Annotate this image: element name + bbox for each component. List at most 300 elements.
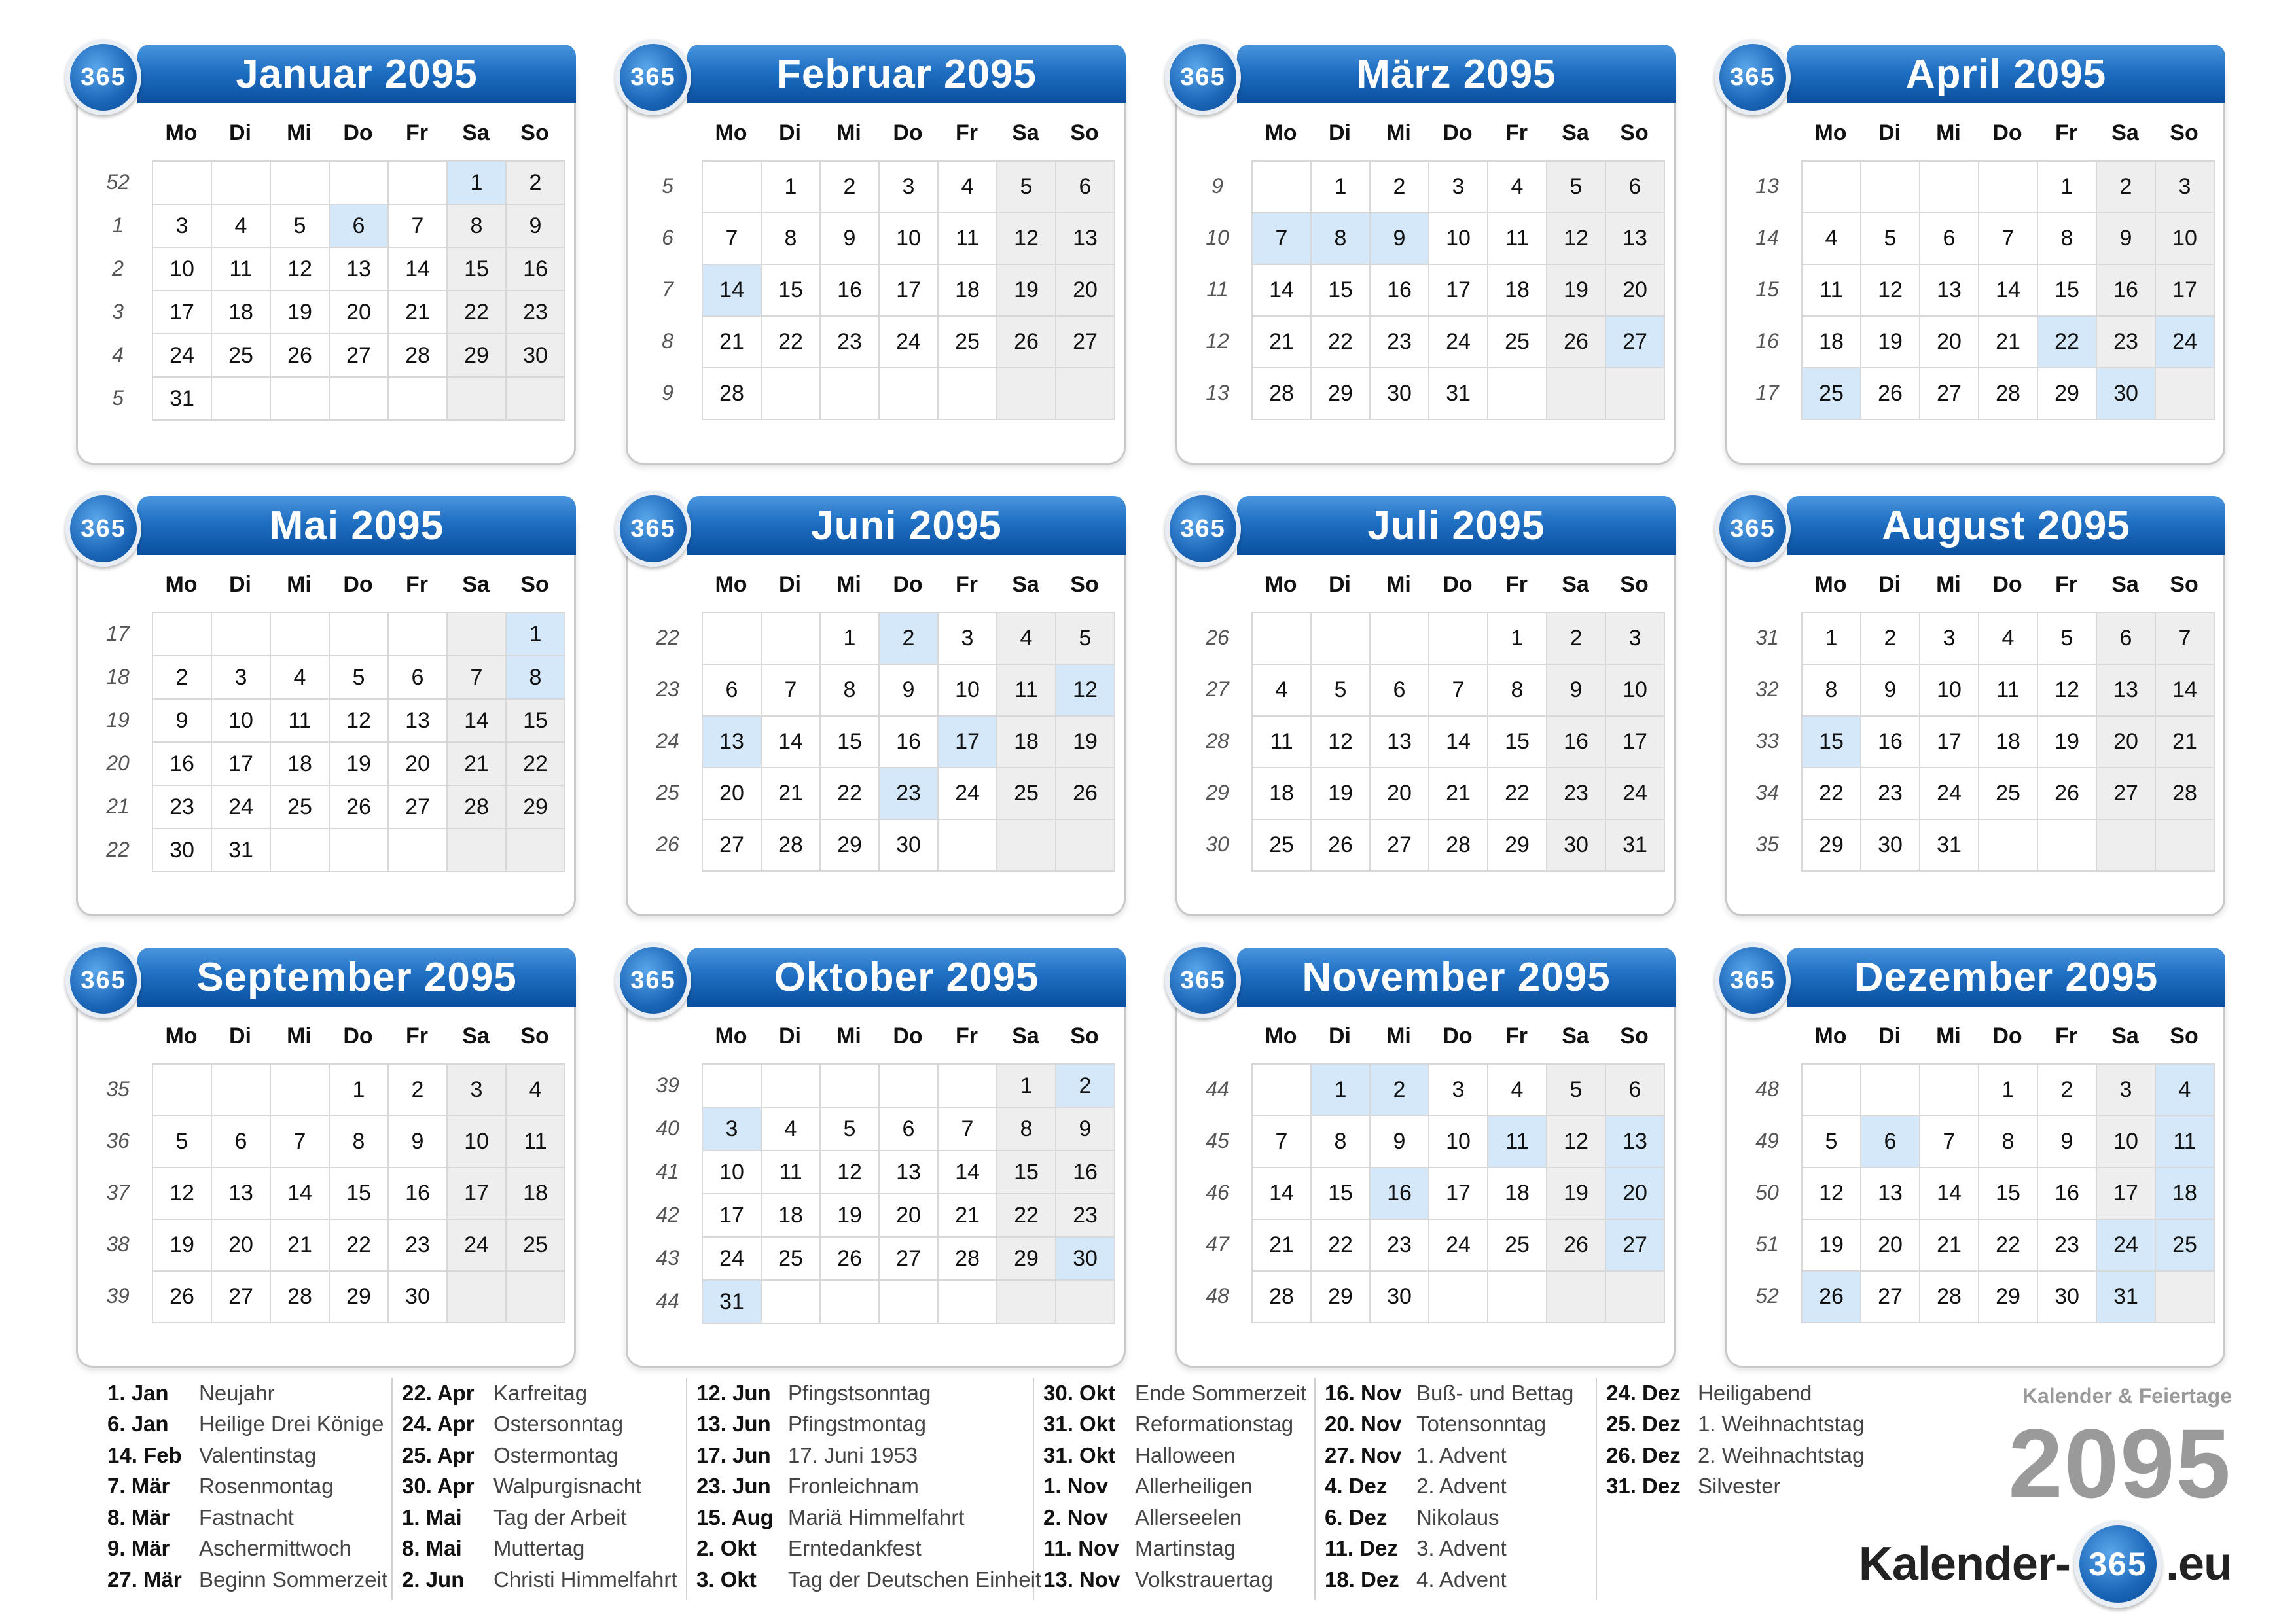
day-cell[interactable]: 26 bbox=[2038, 768, 2097, 820]
day-cell[interactable]: 26 bbox=[271, 334, 330, 378]
day-cell[interactable]: 23 bbox=[821, 317, 880, 368]
day-cell[interactable]: 28 bbox=[939, 1238, 997, 1281]
day-cell[interactable]: 20 bbox=[703, 768, 762, 820]
day-cell[interactable]: 24 bbox=[1606, 768, 1665, 820]
day-cell[interactable]: 28 bbox=[448, 786, 507, 829]
day-cell[interactable]: 11 bbox=[1253, 717, 1312, 768]
holiday-day-cell[interactable]: 2 bbox=[1056, 1065, 1115, 1108]
day-cell[interactable]: 15 bbox=[1312, 265, 1371, 317]
day-cell[interactable]: 22 bbox=[507, 743, 565, 786]
day-cell[interactable]: 20 bbox=[330, 291, 389, 334]
holiday-day-cell[interactable]: 8 bbox=[1312, 213, 1371, 265]
day-cell[interactable]: 21 bbox=[448, 743, 507, 786]
day-cell[interactable]: 4 bbox=[212, 205, 271, 248]
day-cell[interactable]: 21 bbox=[1253, 1220, 1312, 1272]
day-cell[interactable]: 11 bbox=[939, 213, 997, 265]
day-cell[interactable]: 11 bbox=[997, 665, 1056, 717]
day-cell[interactable]: 23 bbox=[153, 786, 212, 829]
day-cell[interactable]: 27 bbox=[1861, 1272, 1920, 1323]
day-cell[interactable]: 13 bbox=[1606, 213, 1665, 265]
day-cell[interactable]: 9 bbox=[153, 700, 212, 743]
day-cell[interactable]: 6 bbox=[1371, 665, 1429, 717]
day-cell[interactable]: 15 bbox=[821, 717, 880, 768]
day-cell[interactable]: 16 bbox=[389, 1168, 448, 1220]
day-cell[interactable]: 28 bbox=[2156, 768, 2215, 820]
day-cell[interactable]: 2 bbox=[1371, 162, 1429, 213]
day-cell[interactable]: 27 bbox=[880, 1238, 939, 1281]
day-cell[interactable]: 10 bbox=[1429, 1116, 1488, 1168]
day-cell[interactable]: 9 bbox=[1371, 1116, 1429, 1168]
day-cell[interactable]: 14 bbox=[448, 700, 507, 743]
day-cell[interactable]: 4 bbox=[1979, 613, 2038, 665]
day-cell[interactable]: 16 bbox=[1861, 717, 1920, 768]
day-cell[interactable]: 21 bbox=[762, 768, 821, 820]
day-cell[interactable]: 20 bbox=[2097, 717, 2156, 768]
day-cell[interactable]: 12 bbox=[330, 700, 389, 743]
holiday-day-cell[interactable]: 18 bbox=[2156, 1168, 2215, 1220]
day-cell[interactable]: 26 bbox=[1547, 317, 1606, 368]
day-cell[interactable]: 31 bbox=[212, 829, 271, 872]
day-cell[interactable]: 22 bbox=[1803, 768, 1861, 820]
day-cell[interactable]: 25 bbox=[507, 1220, 565, 1272]
day-cell[interactable]: 25 bbox=[939, 317, 997, 368]
holiday-day-cell[interactable]: 27 bbox=[1606, 317, 1665, 368]
day-cell[interactable]: 22 bbox=[330, 1220, 389, 1272]
day-cell[interactable]: 7 bbox=[2156, 613, 2215, 665]
day-cell[interactable]: 14 bbox=[2156, 665, 2215, 717]
day-cell[interactable]: 15 bbox=[762, 265, 821, 317]
day-cell[interactable]: 21 bbox=[1920, 1220, 1979, 1272]
day-cell[interactable]: 19 bbox=[1803, 1220, 1861, 1272]
day-cell[interactable]: 7 bbox=[1429, 665, 1488, 717]
day-cell[interactable]: 23 bbox=[1371, 1220, 1429, 1272]
day-cell[interactable]: 2 bbox=[821, 162, 880, 213]
day-cell[interactable]: 18 bbox=[997, 717, 1056, 768]
day-cell[interactable]: 19 bbox=[997, 265, 1056, 317]
day-cell[interactable]: 10 bbox=[1920, 665, 1979, 717]
holiday-day-cell[interactable]: 22 bbox=[2038, 317, 2097, 368]
day-cell[interactable]: 27 bbox=[703, 820, 762, 872]
day-cell[interactable]: 18 bbox=[271, 743, 330, 786]
holiday-day-cell[interactable]: 14 bbox=[703, 265, 762, 317]
day-cell[interactable]: 10 bbox=[2156, 213, 2215, 265]
day-cell[interactable]: 5 bbox=[1861, 213, 1920, 265]
day-cell[interactable]: 4 bbox=[507, 1065, 565, 1116]
holiday-day-cell[interactable]: 15 bbox=[1803, 717, 1861, 768]
day-cell[interactable]: 2 bbox=[507, 162, 565, 205]
day-cell[interactable]: 17 bbox=[1429, 1168, 1488, 1220]
day-cell[interactable]: 6 bbox=[880, 1108, 939, 1151]
day-cell[interactable]: 17 bbox=[1429, 265, 1488, 317]
day-cell[interactable]: 27 bbox=[389, 786, 448, 829]
day-cell[interactable]: 22 bbox=[1312, 1220, 1371, 1272]
day-cell[interactable]: 14 bbox=[1979, 265, 2038, 317]
day-cell[interactable]: 28 bbox=[1979, 368, 2038, 420]
day-cell[interactable]: 22 bbox=[821, 768, 880, 820]
day-cell[interactable]: 27 bbox=[330, 334, 389, 378]
day-cell[interactable]: 16 bbox=[1371, 265, 1429, 317]
day-cell[interactable]: 14 bbox=[1920, 1168, 1979, 1220]
holiday-day-cell[interactable]: 24 bbox=[2097, 1220, 2156, 1272]
day-cell[interactable]: 21 bbox=[1253, 317, 1312, 368]
day-cell[interactable]: 13 bbox=[330, 248, 389, 291]
day-cell[interactable]: 24 bbox=[939, 768, 997, 820]
day-cell[interactable]: 27 bbox=[1371, 820, 1429, 872]
day-cell[interactable]: 25 bbox=[1488, 1220, 1547, 1272]
day-cell[interactable]: 9 bbox=[389, 1116, 448, 1168]
day-cell[interactable]: 11 bbox=[271, 700, 330, 743]
brand-site-logo[interactable] bbox=[1859, 1522, 2232, 1607]
holiday-day-cell[interactable]: 2 bbox=[1371, 1065, 1429, 1116]
day-cell[interactable]: 18 bbox=[939, 265, 997, 317]
day-cell[interactable]: 5 bbox=[271, 205, 330, 248]
day-cell[interactable]: 15 bbox=[997, 1151, 1056, 1194]
day-cell[interactable]: 26 bbox=[1861, 368, 1920, 420]
day-cell[interactable]: 9 bbox=[821, 213, 880, 265]
day-cell[interactable]: 27 bbox=[1920, 368, 1979, 420]
holiday-day-cell[interactable]: 13 bbox=[703, 717, 762, 768]
day-cell[interactable]: 10 bbox=[153, 248, 212, 291]
day-cell[interactable]: 16 bbox=[153, 743, 212, 786]
day-cell[interactable]: 18 bbox=[1253, 768, 1312, 820]
day-cell[interactable]: 27 bbox=[212, 1272, 271, 1323]
day-cell[interactable]: 19 bbox=[1312, 768, 1371, 820]
day-cell[interactable]: 5 bbox=[821, 1108, 880, 1151]
day-cell[interactable]: 16 bbox=[2038, 1168, 2097, 1220]
day-cell[interactable]: 24 bbox=[1429, 317, 1488, 368]
day-cell[interactable]: 6 bbox=[703, 665, 762, 717]
day-cell[interactable]: 7 bbox=[389, 205, 448, 248]
day-cell[interactable]: 4 bbox=[271, 656, 330, 700]
day-cell[interactable]: 18 bbox=[507, 1168, 565, 1220]
holiday-day-cell[interactable]: 16 bbox=[1371, 1168, 1429, 1220]
day-cell[interactable]: 29 bbox=[1803, 820, 1861, 872]
day-cell[interactable]: 25 bbox=[271, 786, 330, 829]
holiday-day-cell[interactable]: 25 bbox=[1803, 368, 1861, 420]
day-cell[interactable]: 19 bbox=[1547, 1168, 1606, 1220]
day-cell[interactable]: 17 bbox=[1606, 717, 1665, 768]
day-cell[interactable]: 19 bbox=[1861, 317, 1920, 368]
day-cell[interactable]: 28 bbox=[271, 1272, 330, 1323]
holiday-day-cell[interactable]: 2 bbox=[880, 613, 939, 665]
day-cell[interactable]: 13 bbox=[1920, 265, 1979, 317]
day-cell[interactable]: 4 bbox=[1488, 162, 1547, 213]
day-cell[interactable]: 14 bbox=[1253, 265, 1312, 317]
day-cell[interactable]: 11 bbox=[1488, 213, 1547, 265]
day-cell[interactable]: 19 bbox=[2038, 717, 2097, 768]
day-cell[interactable]: 15 bbox=[448, 248, 507, 291]
day-cell[interactable]: 24 bbox=[448, 1220, 507, 1272]
day-cell[interactable]: 17 bbox=[2156, 265, 2215, 317]
day-cell[interactable]: 29 bbox=[1979, 1272, 2038, 1323]
day-cell[interactable]: 9 bbox=[1861, 665, 1920, 717]
day-cell[interactable]: 7 bbox=[271, 1116, 330, 1168]
holiday-day-cell[interactable]: 17 bbox=[939, 717, 997, 768]
day-cell[interactable]: 25 bbox=[762, 1238, 821, 1281]
day-cell[interactable]: 24 bbox=[703, 1238, 762, 1281]
day-cell[interactable]: 1 bbox=[1488, 613, 1547, 665]
day-cell[interactable]: 27 bbox=[2097, 768, 2156, 820]
day-cell[interactable]: 11 bbox=[507, 1116, 565, 1168]
day-cell[interactable]: 12 bbox=[997, 213, 1056, 265]
day-cell[interactable]: 20 bbox=[880, 1194, 939, 1238]
holiday-day-cell[interactable]: 31 bbox=[703, 1281, 762, 1324]
day-cell[interactable]: 6 bbox=[1920, 213, 1979, 265]
day-cell[interactable]: 5 bbox=[330, 656, 389, 700]
day-cell[interactable]: 19 bbox=[153, 1220, 212, 1272]
day-cell[interactable]: 28 bbox=[703, 368, 762, 420]
day-cell[interactable]: 7 bbox=[1253, 1116, 1312, 1168]
day-cell[interactable]: 28 bbox=[762, 820, 821, 872]
day-cell[interactable]: 23 bbox=[1547, 768, 1606, 820]
day-cell[interactable]: 22 bbox=[1488, 768, 1547, 820]
day-cell[interactable]: 29 bbox=[507, 786, 565, 829]
day-cell[interactable]: 25 bbox=[1979, 768, 2038, 820]
day-cell[interactable]: 23 bbox=[1371, 317, 1429, 368]
day-cell[interactable]: 10 bbox=[1429, 213, 1488, 265]
holiday-day-cell[interactable]: 25 bbox=[2156, 1220, 2215, 1272]
day-cell[interactable]: 30 bbox=[1547, 820, 1606, 872]
holiday-day-cell[interactable]: 20 bbox=[1606, 1168, 1665, 1220]
day-cell[interactable]: 24 bbox=[1920, 768, 1979, 820]
day-cell[interactable]: 1 bbox=[762, 162, 821, 213]
day-cell[interactable]: 16 bbox=[1547, 717, 1606, 768]
day-cell[interactable]: 27 bbox=[1056, 317, 1115, 368]
day-cell[interactable]: 23 bbox=[1056, 1194, 1115, 1238]
day-cell[interactable]: 8 bbox=[821, 665, 880, 717]
day-cell[interactable]: 8 bbox=[1488, 665, 1547, 717]
day-cell[interactable]: 26 bbox=[1056, 768, 1115, 820]
day-cell[interactable]: 13 bbox=[880, 1151, 939, 1194]
day-cell[interactable]: 28 bbox=[1253, 368, 1312, 420]
day-cell[interactable]: 15 bbox=[330, 1168, 389, 1220]
day-cell[interactable]: 26 bbox=[821, 1238, 880, 1281]
day-cell[interactable]: 17 bbox=[1920, 717, 1979, 768]
day-cell[interactable]: 1 bbox=[1803, 613, 1861, 665]
day-cell[interactable]: 7 bbox=[448, 656, 507, 700]
holiday-day-cell[interactable]: 31 bbox=[2097, 1272, 2156, 1323]
day-cell[interactable]: 11 bbox=[1979, 665, 2038, 717]
day-cell[interactable]: 3 bbox=[939, 613, 997, 665]
day-cell[interactable]: 14 bbox=[1253, 1168, 1312, 1220]
day-cell[interactable]: 9 bbox=[1547, 665, 1606, 717]
holiday-day-cell[interactable]: 6 bbox=[330, 205, 389, 248]
day-cell[interactable]: 26 bbox=[997, 317, 1056, 368]
day-cell[interactable]: 24 bbox=[153, 334, 212, 378]
day-cell[interactable]: 3 bbox=[2097, 1065, 2156, 1116]
day-cell[interactable]: 18 bbox=[1979, 717, 2038, 768]
day-cell[interactable]: 30 bbox=[507, 334, 565, 378]
day-cell[interactable]: 3 bbox=[2156, 162, 2215, 213]
day-cell[interactable]: 8 bbox=[997, 1108, 1056, 1151]
day-cell[interactable]: 28 bbox=[389, 334, 448, 378]
day-cell[interactable]: 18 bbox=[212, 291, 271, 334]
day-cell[interactable]: 23 bbox=[507, 291, 565, 334]
day-cell[interactable]: 29 bbox=[821, 820, 880, 872]
holiday-day-cell[interactable]: 23 bbox=[880, 768, 939, 820]
day-cell[interactable]: 19 bbox=[330, 743, 389, 786]
day-cell[interactable]: 3 bbox=[212, 656, 271, 700]
day-cell[interactable]: 22 bbox=[1312, 317, 1371, 368]
day-cell[interactable]: 25 bbox=[1488, 317, 1547, 368]
day-cell[interactable]: 11 bbox=[1803, 265, 1861, 317]
day-cell[interactable]: 3 bbox=[1606, 613, 1665, 665]
day-cell[interactable]: 22 bbox=[997, 1194, 1056, 1238]
day-cell[interactable]: 7 bbox=[703, 213, 762, 265]
day-cell[interactable]: 17 bbox=[153, 291, 212, 334]
day-cell[interactable]: 12 bbox=[271, 248, 330, 291]
day-cell[interactable]: 26 bbox=[1547, 1220, 1606, 1272]
day-cell[interactable]: 30 bbox=[2038, 1272, 2097, 1323]
day-cell[interactable]: 17 bbox=[880, 265, 939, 317]
day-cell[interactable]: 16 bbox=[880, 717, 939, 768]
day-cell[interactable]: 25 bbox=[997, 768, 1056, 820]
day-cell[interactable]: 9 bbox=[880, 665, 939, 717]
holiday-day-cell[interactable]: 27 bbox=[1606, 1220, 1665, 1272]
day-cell[interactable]: 12 bbox=[1547, 213, 1606, 265]
day-cell[interactable]: 30 bbox=[880, 820, 939, 872]
day-cell[interactable]: 9 bbox=[2038, 1116, 2097, 1168]
day-cell[interactable]: 23 bbox=[2097, 317, 2156, 368]
day-cell[interactable]: 3 bbox=[880, 162, 939, 213]
day-cell[interactable]: 22 bbox=[448, 291, 507, 334]
day-cell[interactable]: 16 bbox=[2097, 265, 2156, 317]
holiday-day-cell[interactable]: 13 bbox=[1606, 1116, 1665, 1168]
day-cell[interactable]: 2 bbox=[1861, 613, 1920, 665]
day-cell[interactable]: 12 bbox=[1312, 717, 1371, 768]
day-cell[interactable]: 24 bbox=[212, 786, 271, 829]
day-cell[interactable]: 7 bbox=[762, 665, 821, 717]
day-cell[interactable]: 12 bbox=[1803, 1168, 1861, 1220]
day-cell[interactable]: 1 bbox=[1312, 162, 1371, 213]
day-cell[interactable]: 20 bbox=[1861, 1220, 1920, 1272]
day-cell[interactable]: 30 bbox=[1861, 820, 1920, 872]
day-cell[interactable]: 17 bbox=[212, 743, 271, 786]
day-cell[interactable]: 15 bbox=[2038, 265, 2097, 317]
day-cell[interactable]: 2 bbox=[153, 656, 212, 700]
day-cell[interactable]: 4 bbox=[1488, 1065, 1547, 1116]
day-cell[interactable]: 7 bbox=[939, 1108, 997, 1151]
day-cell[interactable]: 4 bbox=[1803, 213, 1861, 265]
day-cell[interactable]: 24 bbox=[1429, 1220, 1488, 1272]
day-cell[interactable]: 6 bbox=[1606, 162, 1665, 213]
holiday-day-cell[interactable]: 12 bbox=[1056, 665, 1115, 717]
holiday-day-cell[interactable]: 8 bbox=[507, 656, 565, 700]
day-cell[interactable]: 1 bbox=[997, 1065, 1056, 1108]
holiday-day-cell[interactable]: 6 bbox=[1861, 1116, 1920, 1168]
day-cell[interactable]: 21 bbox=[939, 1194, 997, 1238]
day-cell[interactable]: 29 bbox=[330, 1272, 389, 1323]
day-cell[interactable]: 10 bbox=[1606, 665, 1665, 717]
holiday-day-cell[interactable]: 24 bbox=[2156, 317, 2215, 368]
holiday-day-cell[interactable]: 30 bbox=[2097, 368, 2156, 420]
day-cell[interactable]: 25 bbox=[1253, 820, 1312, 872]
holiday-day-cell[interactable]: 3 bbox=[703, 1108, 762, 1151]
day-cell[interactable]: 5 bbox=[1547, 1065, 1606, 1116]
day-cell[interactable]: 15 bbox=[1312, 1168, 1371, 1220]
day-cell[interactable]: 19 bbox=[1547, 265, 1606, 317]
day-cell[interactable]: 29 bbox=[1488, 820, 1547, 872]
day-cell[interactable]: 10 bbox=[448, 1116, 507, 1168]
day-cell[interactable]: 5 bbox=[153, 1116, 212, 1168]
holiday-day-cell[interactable]: 1 bbox=[448, 162, 507, 205]
day-cell[interactable]: 23 bbox=[389, 1220, 448, 1272]
day-cell[interactable]: 8 bbox=[1979, 1116, 2038, 1168]
day-cell[interactable]: 31 bbox=[1606, 820, 1665, 872]
day-cell[interactable]: 13 bbox=[212, 1168, 271, 1220]
day-cell[interactable]: 2 bbox=[2038, 1065, 2097, 1116]
day-cell[interactable]: 10 bbox=[880, 213, 939, 265]
day-cell[interactable]: 5 bbox=[1803, 1116, 1861, 1168]
holiday-day-cell[interactable]: 30 bbox=[1056, 1238, 1115, 1281]
day-cell[interactable]: 24 bbox=[880, 317, 939, 368]
day-cell[interactable]: 13 bbox=[389, 700, 448, 743]
day-cell[interactable]: 14 bbox=[762, 717, 821, 768]
day-cell[interactable]: 3 bbox=[153, 205, 212, 248]
day-cell[interactable]: 6 bbox=[1606, 1065, 1665, 1116]
holiday-day-cell[interactable]: 7 bbox=[1253, 213, 1312, 265]
day-cell[interactable]: 18 bbox=[762, 1194, 821, 1238]
day-cell[interactable]: 11 bbox=[762, 1151, 821, 1194]
day-cell[interactable]: 1 bbox=[821, 613, 880, 665]
day-cell[interactable]: 1 bbox=[1979, 1065, 2038, 1116]
day-cell[interactable]: 6 bbox=[212, 1116, 271, 1168]
holiday-day-cell[interactable]: 9 bbox=[1371, 213, 1429, 265]
day-cell[interactable]: 12 bbox=[2038, 665, 2097, 717]
day-cell[interactable]: 4 bbox=[1253, 665, 1312, 717]
holiday-day-cell[interactable]: 26 bbox=[1803, 1272, 1861, 1323]
day-cell[interactable]: 15 bbox=[507, 700, 565, 743]
day-cell[interactable]: 8 bbox=[2038, 213, 2097, 265]
day-cell[interactable]: 10 bbox=[703, 1151, 762, 1194]
day-cell[interactable]: 25 bbox=[212, 334, 271, 378]
day-cell[interactable]: 8 bbox=[762, 213, 821, 265]
day-cell[interactable]: 15 bbox=[1488, 717, 1547, 768]
day-cell[interactable]: 9 bbox=[507, 205, 565, 248]
day-cell[interactable]: 20 bbox=[1606, 265, 1665, 317]
day-cell[interactable]: 21 bbox=[1429, 768, 1488, 820]
day-cell[interactable]: 30 bbox=[389, 1272, 448, 1323]
day-cell[interactable]: 3 bbox=[1920, 613, 1979, 665]
day-cell[interactable]: 5 bbox=[1312, 665, 1371, 717]
day-cell[interactable]: 19 bbox=[821, 1194, 880, 1238]
day-cell[interactable]: 31 bbox=[153, 378, 212, 421]
day-cell[interactable]: 3 bbox=[1429, 1065, 1488, 1116]
day-cell[interactable]: 12 bbox=[1861, 265, 1920, 317]
holiday-day-cell[interactable]: 11 bbox=[2156, 1116, 2215, 1168]
day-cell[interactable]: 8 bbox=[1312, 1116, 1371, 1168]
day-cell[interactable]: 16 bbox=[507, 248, 565, 291]
day-cell[interactable]: 13 bbox=[1056, 213, 1115, 265]
day-cell[interactable]: 11 bbox=[212, 248, 271, 291]
day-cell[interactable]: 30 bbox=[1371, 368, 1429, 420]
day-cell[interactable]: 26 bbox=[1312, 820, 1371, 872]
day-cell[interactable]: 30 bbox=[1371, 1272, 1429, 1323]
day-cell[interactable]: 28 bbox=[1429, 820, 1488, 872]
day-cell[interactable]: 26 bbox=[330, 786, 389, 829]
day-cell[interactable]: 29 bbox=[1312, 1272, 1371, 1323]
day-cell[interactable]: 20 bbox=[212, 1220, 271, 1272]
day-cell[interactable]: 12 bbox=[153, 1168, 212, 1220]
day-cell[interactable]: 29 bbox=[448, 334, 507, 378]
day-cell[interactable]: 17 bbox=[448, 1168, 507, 1220]
day-cell[interactable]: 13 bbox=[1371, 717, 1429, 768]
day-cell[interactable]: 14 bbox=[271, 1168, 330, 1220]
day-cell[interactable]: 23 bbox=[2038, 1220, 2097, 1272]
day-cell[interactable]: 28 bbox=[1253, 1272, 1312, 1323]
day-cell[interactable]: 31 bbox=[1429, 368, 1488, 420]
day-cell[interactable]: 16 bbox=[821, 265, 880, 317]
